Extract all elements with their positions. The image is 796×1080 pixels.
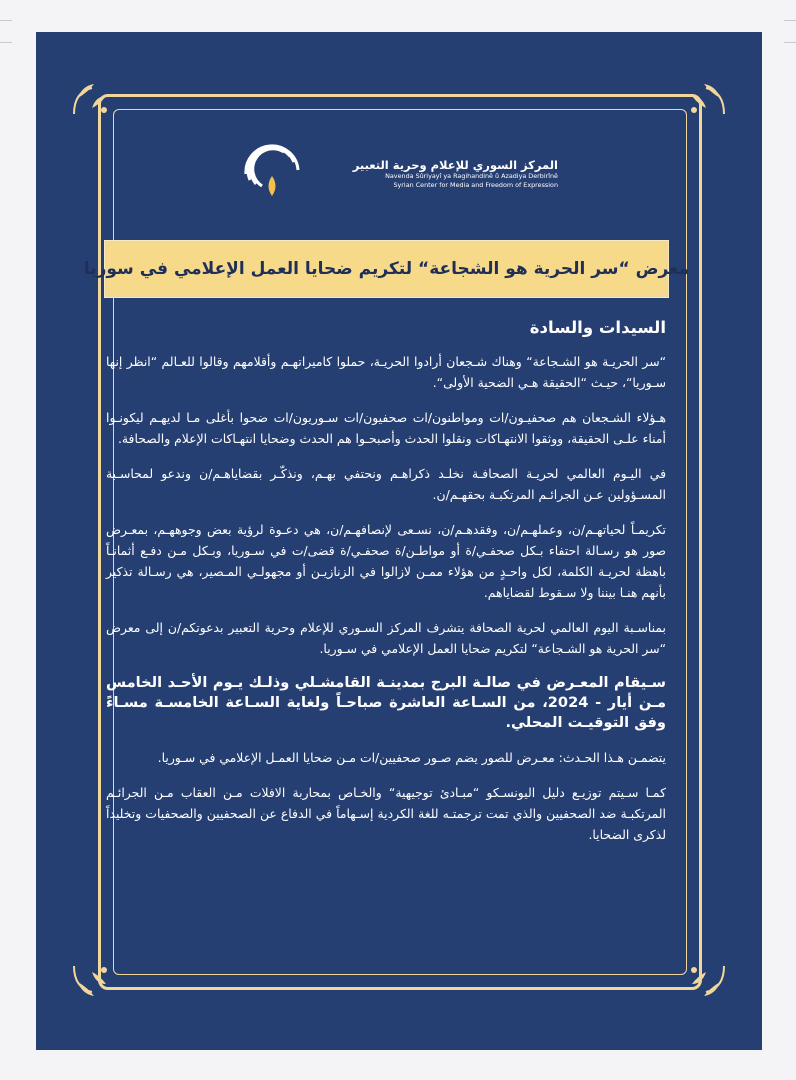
ornament-top-left-icon	[70, 78, 116, 118]
paragraph: بمناسـبة اليوم العالمي لحرية الصحافة يتشرف المركز السـوري للإعلام وحرية التعبير بدعوتكم/ن إلى معرض “سر الحرية هو الشـجاعة“ لتكريم ضحايا العمل الإعلامي في سـوريا.	[106, 620, 666, 656]
title-banner	[83, 240, 690, 298]
greeting: السيدات والسادة	[529, 318, 666, 337]
paragraph: تكريمـاً لحياتهـم/ن، وعملهـم/ن، وفقدهـم/ن، نسـعى لإنصافهـم/ن، هي دعـوة لرؤية بعض وجوههـم، بمعـرض صور هو رسـالة احتفاء بـكل صحفـي/ة أو مواطـن/ة صحفـي/ة قضى/ت في سـوريا، وبـكل مـن دفـع أثمانـاً باهظة لحريـة الكلمة، لكل واحـدٍ من هؤلاء ممـن لازالوا في الزنازيـن أو مجهولـي المـصير، هي رسـالة تذكير بأنهم هنـا بيننا ولا سـقوط لقضاياهم.	[106, 522, 666, 600]
letter-body	[106, 318, 666, 859]
margin-tick	[784, 20, 796, 21]
logo-mark-icon	[240, 140, 304, 200]
margin-tick	[0, 20, 12, 21]
event-notice: سـيقام المعـرض في صالـة البرج بمدينـة القامشـلي وذلـك يـوم الأحـد الخامس مـن أيار - 2024، من السـاعة العاشرة صباحـاً ولغاية السـاعة الخامسـة مسـاءً وفق التوقيـت المحلي.	[106, 674, 666, 731]
ornament-top-right-icon	[682, 78, 728, 118]
logo-text	[312, 158, 558, 190]
paragraph: “سر الحريـة هو الشـجاعة“ وهناك شـجعان أرادوا الحريـة، حملوا كاميراتهـم وأقلامهم وقالوا للعـالم “انظر إنها سـوريا“، حيـث “الحقيقة هـي الضحية الأولى“.	[106, 354, 666, 390]
banner-title: معرض “سر الحرية هو الشجاعة“ لتكريم ضحايا العمل الإعلامي في سوريا	[83, 259, 690, 279]
margin-tick	[784, 42, 796, 43]
paragraph: يتضمـن هـذا الحـدث: معـرض للصور يضم صـور صحفيين/ات مـن ضحايا العمـل الإعلامي في سـوريا.	[157, 750, 666, 765]
paragraph: كمـا سـيتم توزيـع دليل اليونسـكو “مبـادئ توجيهية“ والخـاص بمحاربة الافلات مـن العقاب مـن الجرائـم المرتكبـة ضد الصحفيين والذي تمت ترجمتـه للغة الكردية إسـهاماً في الدفاع عن الصحفيين والصحفيات وتخليداً لذكرى الضحايا.	[106, 785, 666, 842]
logo-english-name: Syrian Center for Media and Freedom of Expression	[393, 181, 558, 189]
margin-tick	[0, 42, 12, 43]
paragraph: في اليـوم العالمي لحريـة الصحافـة نخلـد ذكراهـم ونحتفي بهـم، ونذكّـر بقضاياهـم/ن وندعو لمحاسـبة المسـؤولين عـن الجرائـم المرتكبـة بحقهـم/ن.	[106, 466, 666, 502]
organization-logo	[240, 140, 558, 200]
logo-kurdish-name: Navenda Sûriyayî ya Ragihandinê û Azadiya Derbirînê	[385, 172, 558, 180]
logo-arabic-name: المركز السوري للإعلام وحرية التعبير	[352, 158, 558, 172]
paragraph: هـؤلاء الشـجعان هم صحفيـون/ات ومواطنون/ات صحفيون/ات سـوريون/ات ضحوا بأغلى مـا لديهـم ليكونـوا أمناء علـى الحقيقة، ووثقوا الانتهـاكات ونقلوا الحدث وأصبحـوا هم الحدث وضحايا انتهـاكات الإعلام والصحافة.	[106, 410, 666, 446]
ornament-bottom-right-icon	[682, 962, 728, 1002]
ornament-bottom-left-icon	[70, 962, 116, 1002]
